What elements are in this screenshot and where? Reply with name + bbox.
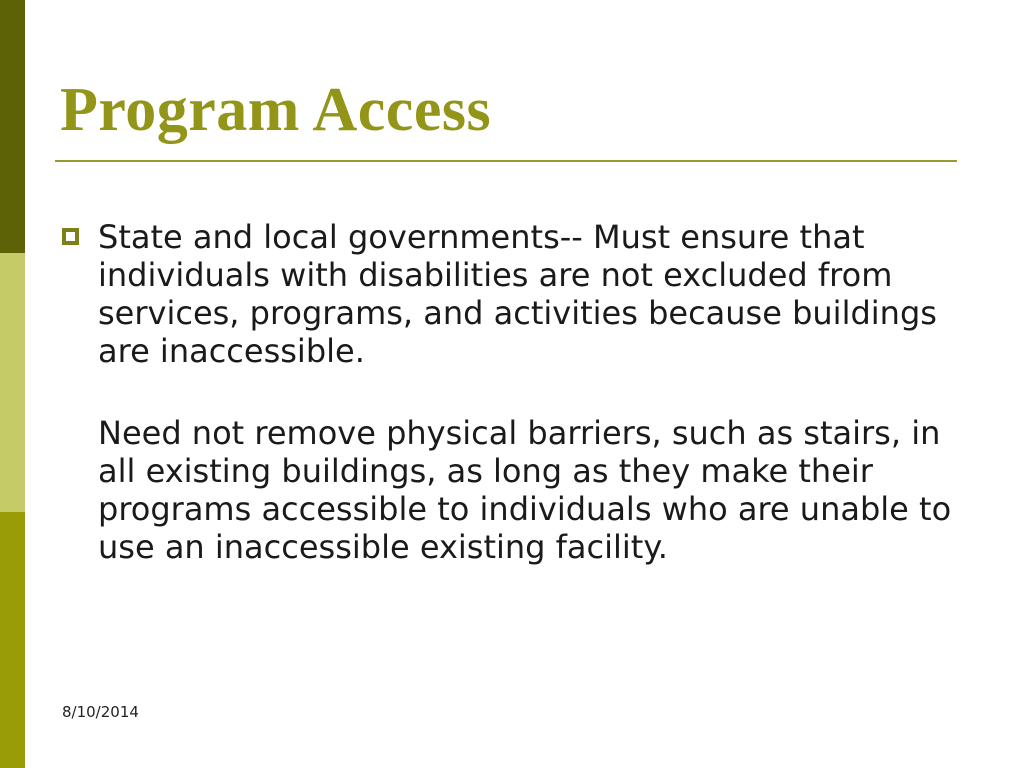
accent-bar-segment-olive (0, 512, 25, 768)
accent-bar-segment-light (0, 253, 25, 512)
slide-title: Program Access (60, 76, 492, 144)
bullet-item (62, 218, 964, 566)
accent-bar-segment-dark (0, 0, 25, 253)
bullet-paragraph-1: State and local governments-- Must ensure that individuals with disabilities are not excluded from services, programs, and activities because buildings are inaccessible. (98, 218, 937, 370)
bullet-text (98, 218, 964, 566)
slide-date: 8/10/2014 (62, 703, 139, 721)
square-bullet-icon (62, 228, 79, 245)
title-underline-rule (55, 160, 957, 162)
slide-body (62, 218, 964, 566)
left-accent-bar (0, 0, 25, 768)
bullet-paragraph-2: Need not remove physical barriers, such as stairs, in all existing buildings, as long as they make their programs accessible to individuals who are unable to use an inaccessible existing facility. (98, 414, 952, 566)
